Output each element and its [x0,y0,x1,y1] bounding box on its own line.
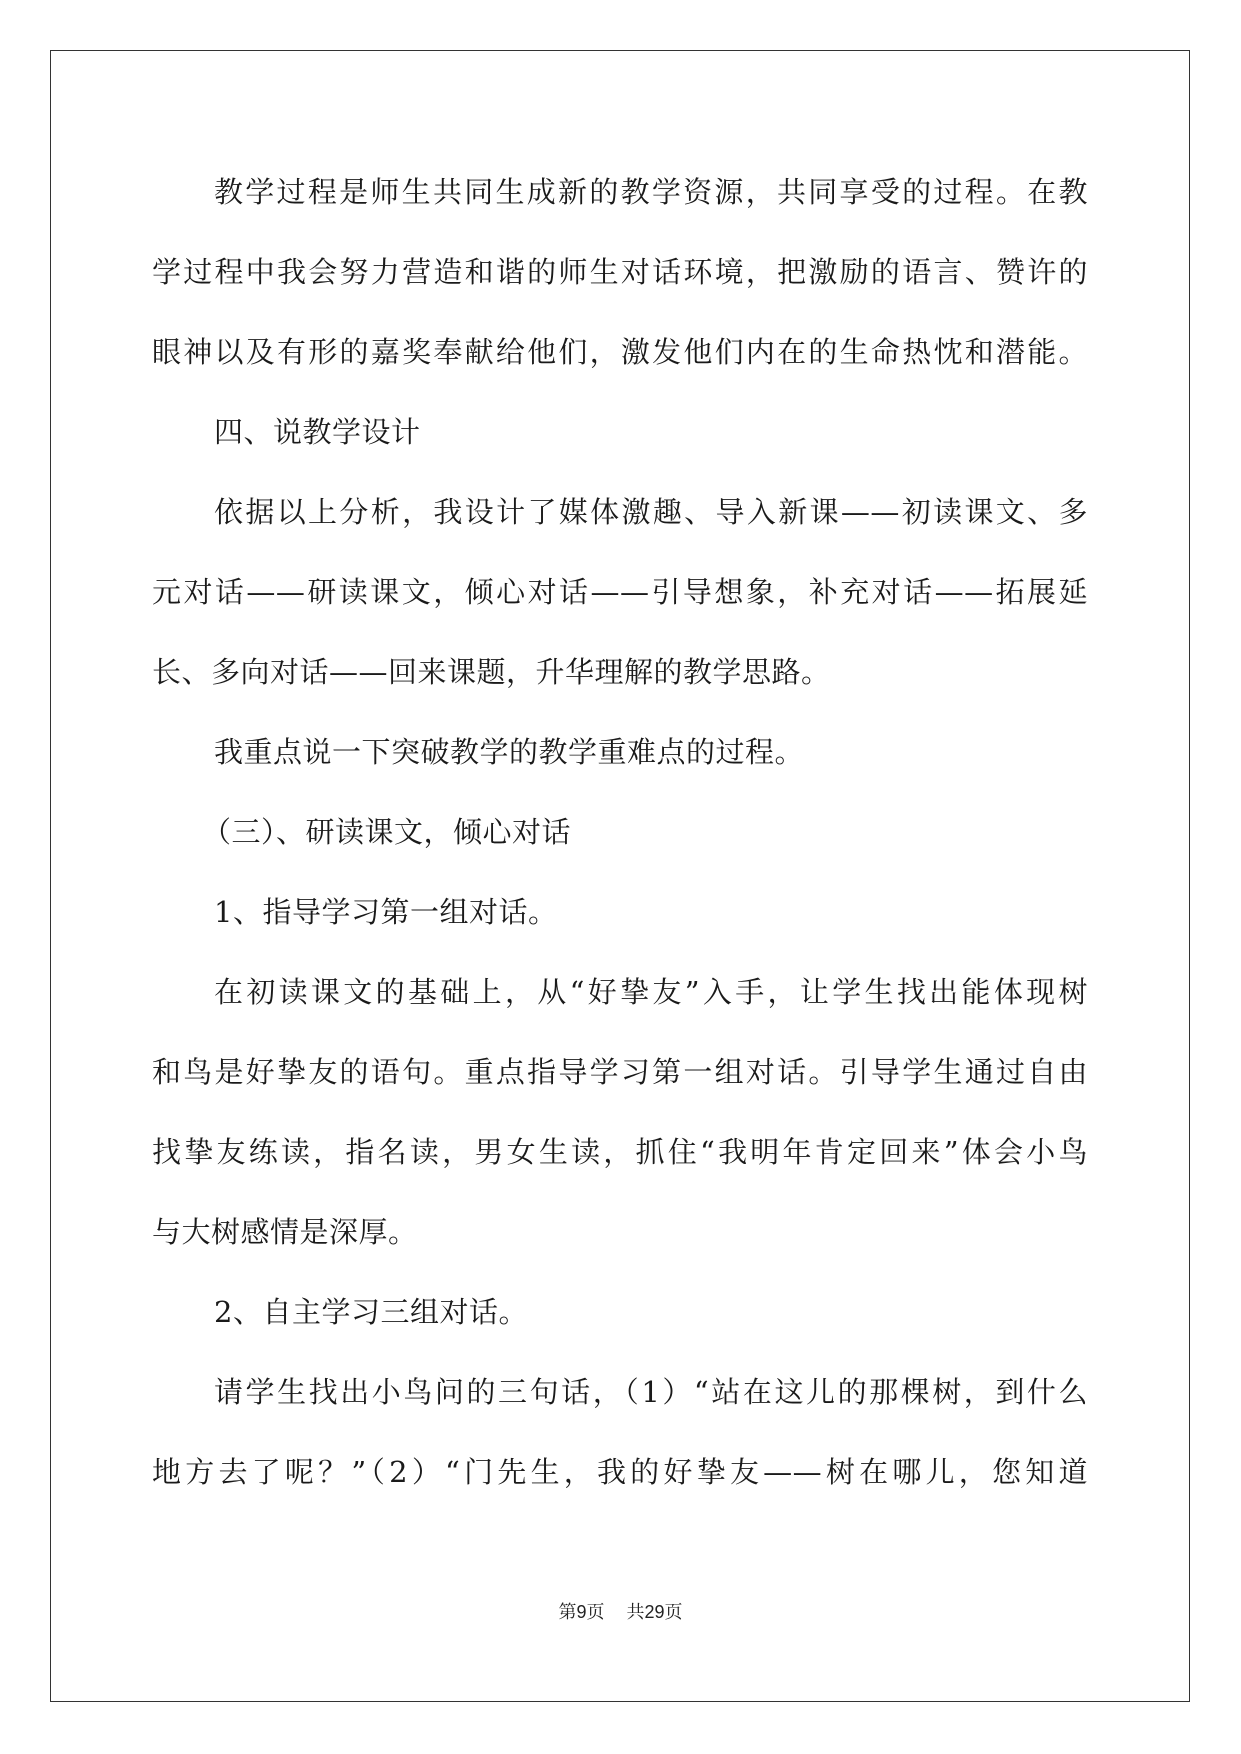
paragraph-line: 元对话——研读课文，倾心对话——引导想象，补充对话——拓展延 [152,575,1088,609]
document-body [152,152,1088,1512]
paragraph-line: 学过程中我会努力营造和谐的师生对话环境，把激励的语言、赞许的 [152,255,1088,289]
paragraph-line: 我重点说一下突破教学的教学重难点的过程。 [214,735,805,769]
page-number: 9 [576,1602,587,1622]
paragraph-line: 依据以上分析，我设计了媒体激趣、导入新课——初读课文、多 [214,495,1088,529]
total-pages: 29 [644,1602,665,1622]
paragraph-line: 找挚友练读，指名读，男女生读，抓住“我明年肯定回来”体会小鸟 [152,1135,1088,1169]
subsection-heading: （三）、研读课文，倾心对话 [202,815,572,849]
paragraph-line: 和鸟是好挚友的语句。重点指导学习第一组对话。引导学生通过自由 [152,1055,1088,1089]
paragraph-line: 地方去了呢？”（2）“门先生，我的好挚友——树在哪儿，您知道 [152,1455,1088,1489]
page-prefix: 第 [558,1602,577,1623]
total-suffix: 页 [664,1602,683,1623]
total-prefix: 共 [626,1602,645,1623]
paragraph-line: 教学过程是师生共同生成新的教学资源，共同享受的过程。在教 [214,175,1088,209]
paragraph-line: 长、多向对话——回来课题，升华理解的教学思路。 [152,655,831,689]
page-footer [0,1600,1241,1625]
list-item-heading: 2、自主学习三组对话。 [214,1295,528,1329]
paragraph-line: 请学生找出小鸟问的三句话，（1）“站在这儿的那棵树，到什么 [214,1375,1088,1409]
paragraph-line: 在初读课文的基础上，从“好挚友”入手，让学生找出能体现树 [214,975,1088,1009]
paragraph-line: 眼神以及有形的嘉奖奉献给他们，激发他们内在的生命热忱和潜能。 [152,335,1088,369]
list-item-heading: 1、指导学习第一组对话。 [214,895,558,929]
page-suffix: 页 [586,1602,605,1623]
paragraph-line: 与大树感情是深厚。 [152,1215,418,1249]
section-heading: 四、说教学设计 [214,415,421,449]
